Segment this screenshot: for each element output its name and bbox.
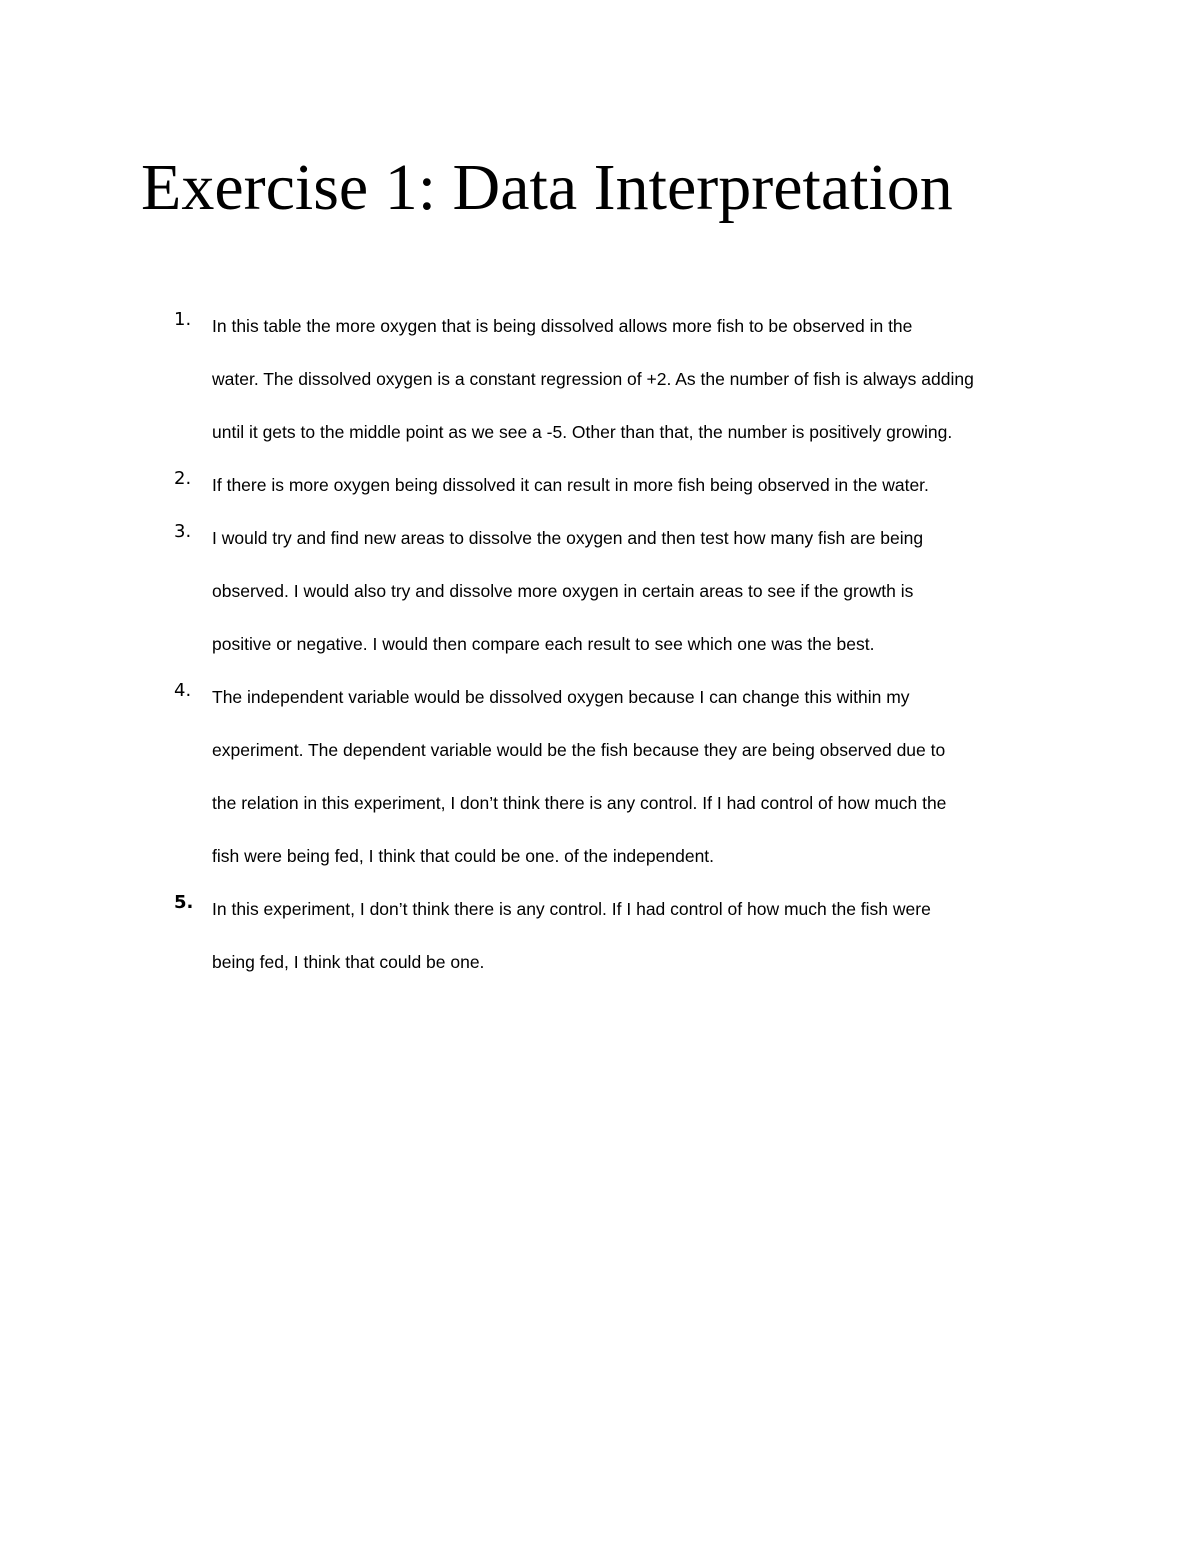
list-number: 5. bbox=[174, 892, 194, 913]
text-line: observed. I would also try and dissolve more oxygen in certain areas to see if the growth is bbox=[212, 581, 914, 601]
list-item bbox=[0, 671, 1200, 883]
list-number: 2. bbox=[174, 468, 192, 489]
list-number: 3. bbox=[174, 521, 192, 542]
text-line: experiment. The dependent variable would be the fish because they are being observed due to bbox=[212, 740, 946, 760]
answer-text bbox=[212, 883, 1072, 989]
answer-list bbox=[0, 300, 1200, 989]
list-item bbox=[0, 512, 1200, 671]
answer-text bbox=[212, 300, 1072, 459]
list-item bbox=[0, 300, 1200, 459]
text-line: the relation in this experiment, I don’t think there is any control. If I had control of how much the bbox=[212, 793, 947, 813]
text-line: If there is more oxygen being dissolved it can result in more fish being observed in the water. bbox=[212, 475, 929, 495]
text-line: In this table the more oxygen that is being dissolved allows more fish to be observed in the bbox=[212, 316, 913, 336]
list-number: 4. bbox=[174, 680, 192, 701]
list-item bbox=[0, 883, 1200, 989]
text-line: until it gets to the middle point as we see a -5. Other than that, the number is positively growing. bbox=[212, 422, 953, 442]
list-item bbox=[0, 459, 1200, 512]
text-line: fish were being fed, I think that could be one. of the independent. bbox=[212, 846, 715, 866]
list-number: 1. bbox=[174, 309, 192, 330]
text-line: water. The dissolved oxygen is a constant regression of +2. As the number of fish is always adding bbox=[212, 369, 974, 389]
text-line: In this experiment, I don’t think there is any control. If I had control of how much the fish were bbox=[212, 899, 931, 919]
answer-text bbox=[212, 671, 1072, 883]
answer-text bbox=[212, 512, 1072, 671]
text-line: I would try and find new areas to dissolve the oxygen and then test how many fish are being bbox=[212, 528, 924, 548]
text-line: being fed, I think that could be one. bbox=[212, 952, 485, 972]
answer-text bbox=[212, 459, 1072, 512]
page-title: Exercise 1: Data Interpretation bbox=[141, 151, 953, 224]
text-line: positive or negative. I would then compare each result to see which one was the best. bbox=[212, 634, 875, 654]
text-line: The independent variable would be dissolved oxygen because I can change this within my bbox=[212, 687, 910, 707]
